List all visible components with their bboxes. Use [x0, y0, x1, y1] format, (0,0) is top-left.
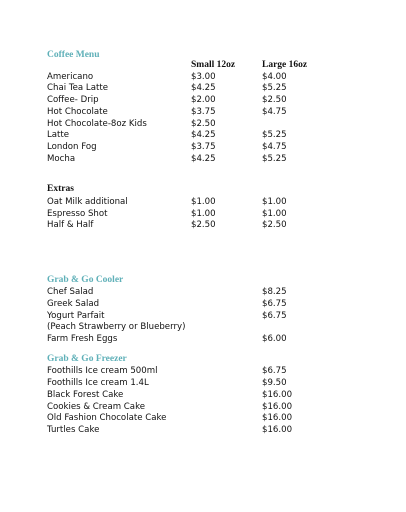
item-name: Cookies & Cream Cake [47, 402, 146, 412]
menu-row [0, 366, 406, 377]
small-price: $1.00 [191, 209, 216, 219]
large-price: $2.50 [262, 220, 287, 230]
item-name: London Fog [47, 142, 97, 152]
menu-row [0, 311, 406, 322]
item-name: Americano [47, 72, 94, 82]
item-name: Foothills Ice cream 500ml [47, 366, 158, 376]
menu-row [0, 378, 406, 389]
item-name: Half & Half [47, 220, 94, 230]
item-name: Hot Chocolate-8oz Kids [47, 119, 147, 129]
large-size-header: Large 16oz [262, 60, 308, 70]
large-price: $4.75 [262, 142, 287, 152]
price: $6.75 [262, 366, 287, 376]
extras-heading: Extras [47, 184, 74, 194]
price: $16.00 [262, 402, 293, 412]
item-name: Farm Fresh Eggs [47, 334, 118, 344]
item-name: Oat Milk additional [47, 197, 128, 207]
small-price: $1.00 [191, 197, 216, 207]
menu-row [0, 72, 406, 83]
item-name: Mocha [47, 154, 76, 164]
menu-row [0, 130, 406, 141]
small-price: $2.50 [191, 220, 216, 230]
price: $6.75 [262, 299, 287, 309]
menu-row [0, 154, 406, 165]
small-price: $4.25 [191, 83, 216, 93]
menu-row [0, 95, 406, 106]
small-price: $3.75 [191, 142, 216, 152]
item-name: Foothills Ice cream 1.4L [47, 378, 149, 388]
menu-row [0, 390, 406, 401]
price: $8.25 [262, 287, 287, 297]
price: $9.50 [262, 378, 287, 388]
menu-row [0, 119, 406, 130]
item-name: Yogurt Parfait [47, 311, 105, 321]
price: $16.00 [262, 425, 293, 435]
menu-row [0, 197, 406, 208]
menu-row [0, 107, 406, 118]
large-price: $4.00 [262, 72, 287, 82]
small-size-header: Small 12oz [191, 60, 236, 70]
large-price: $1.00 [262, 197, 287, 207]
item-name: Coffee- Drip [47, 95, 99, 105]
item-name: Hot Chocolate [47, 107, 108, 117]
menu-row [0, 402, 406, 413]
large-price: $5.25 [262, 130, 287, 140]
large-price: $2.50 [262, 95, 287, 105]
menu-row [0, 220, 406, 231]
large-price: $5.25 [262, 83, 287, 93]
menu-row [0, 425, 406, 436]
large-price: $4.75 [262, 107, 287, 117]
price: $16.00 [262, 390, 293, 400]
item-name: Espresso Shot [47, 209, 108, 219]
small-price: $3.75 [191, 107, 216, 117]
small-price: $2.00 [191, 95, 216, 105]
small-price: $4.25 [191, 130, 216, 140]
large-price: $5.25 [262, 154, 287, 164]
item-name: Black Forest Cake [47, 390, 124, 400]
menu-row [0, 209, 406, 220]
small-price: $3.00 [191, 72, 216, 82]
price: $16.00 [262, 413, 293, 423]
menu-row [0, 142, 406, 153]
menu-row [0, 413, 406, 424]
small-price: $4.25 [191, 154, 216, 164]
large-price: $1.00 [262, 209, 287, 219]
grab-go-cooler-heading: Grab & Go Cooler [47, 275, 124, 285]
item-name: Latte [47, 130, 70, 140]
item-name: (Peach Strawberry or Blueberry) [47, 322, 186, 332]
menu-row [0, 322, 406, 333]
small-price: $2.50 [191, 119, 216, 129]
grab-go-freezer-heading: Grab & Go Freezer [47, 354, 127, 364]
item-name: Chef Salad [47, 287, 94, 297]
coffee-menu-heading: Coffee Menu [47, 50, 100, 60]
menu-row [0, 334, 406, 345]
price: $6.75 [262, 311, 287, 321]
item-name: Greek Salad [47, 299, 100, 309]
item-name: Turtles Cake [47, 425, 100, 435]
menu-row [0, 299, 406, 310]
menu-row [0, 287, 406, 298]
item-name: Old Fashion Chocolate Cake [47, 413, 167, 423]
menu-row [0, 83, 406, 94]
item-name: Chai Tea Latte [47, 83, 108, 93]
price: $6.00 [262, 334, 287, 344]
